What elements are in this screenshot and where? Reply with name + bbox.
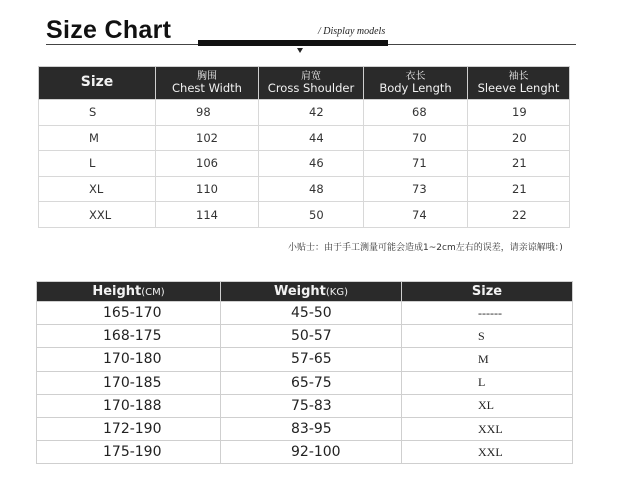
measurement-table [38,66,570,228]
table-cell: 175-190 [37,441,221,464]
table-row [37,325,573,348]
column-header-label: Weight [273,284,326,299]
column-header-zh: 胸围 [197,71,217,83]
table-cell: 98 [156,100,259,126]
table-row [37,417,573,440]
table-cell: 50 [259,202,364,228]
column-header-zh: 衣长 [405,71,426,83]
column-header-zh: 袖长 [508,71,529,83]
table-cell: 19 [468,100,570,126]
table-cell: 170-180 [37,348,221,371]
column-header [37,282,221,302]
height-weight-table [36,281,573,464]
subtitle: / Display models [318,26,386,37]
table-cell: 44 [259,125,364,151]
table-cell: 71 [364,151,468,177]
table-row [39,151,570,177]
table-row [37,371,573,394]
table-row [39,202,570,228]
table-cell: 68 [364,100,468,126]
measurement-table-header [39,67,570,100]
column-header-unit: (CM) [141,287,165,298]
table-cell: 45-50 [221,302,402,325]
table-cell: L [402,371,573,394]
table-cell: XXL [402,441,573,464]
column-header [364,67,468,100]
table-row [39,100,570,126]
table-cell: 42 [259,100,364,126]
page-title: Size Chart [46,16,172,44]
table-cell: 92-100 [221,441,402,464]
table-cell: 57-65 [221,348,402,371]
table-cell: XL [402,394,573,417]
table-cell: 114 [156,202,259,228]
height-weight-table-header [37,282,573,302]
table-row [37,394,573,417]
table-cell: 21 [468,176,570,202]
table-cell: 65-75 [221,371,402,394]
table-row [37,302,573,325]
table-cell: 46 [259,151,364,177]
table-cell: ------ [402,302,573,325]
height-weight-table-body [37,302,573,464]
table-row [39,176,570,202]
table-cell: 170-188 [37,394,221,417]
table-cell: M [402,348,573,371]
table-cell: S [402,325,573,348]
table-cell: 110 [156,176,259,202]
table-cell: 73 [364,176,468,202]
table-cell: 83-95 [221,417,402,440]
table-cell: 74 [364,202,468,228]
measurement-table-body [39,100,570,228]
table-row [39,125,570,151]
column-header-unit: (KG) [325,287,349,298]
table-cell: S [39,100,156,126]
triangle-marker-icon [297,48,303,53]
column-header [221,282,402,302]
column-header-en: Cross Shoulder [267,81,355,96]
column-header-label: Height [92,284,142,299]
table-cell: 22 [468,202,570,228]
table-cell: XXL [39,202,156,228]
column-header: Size [39,67,156,100]
table-row [37,348,573,371]
table-cell: 75-83 [221,394,402,417]
measurement-note: 小贴士：由于手工测量可能会造成1~2cm左右的误差，请亲谅解哦：) [288,243,563,253]
table-cell: 168-175 [37,325,221,348]
table-cell: 21 [468,151,570,177]
column-header [259,67,364,100]
column-header-label: Size [471,284,503,299]
column-header-en: Sleeve Lenght [477,81,560,96]
table-cell: 165-170 [37,302,221,325]
table-cell: L [39,151,156,177]
table-row [37,441,573,464]
column-header [468,67,570,100]
table-cell: 50-57 [221,325,402,348]
table-cell: 70 [364,125,468,151]
table-cell: 172-190 [37,417,221,440]
column-header-zh: 肩宽 [301,71,321,83]
table-cell: 20 [468,125,570,151]
column-header [156,67,259,100]
table-cell: 48 [259,176,364,202]
table-cell: 102 [156,125,259,151]
title-accent-bar [198,40,388,46]
column-header-en: Body Length [379,81,452,96]
table-cell: XXL [402,417,573,440]
column-header-en: Chest Width [172,81,242,96]
table-cell: XL [39,176,156,202]
column-header [402,282,573,302]
table-cell: M [39,125,156,151]
table-cell: 106 [156,151,259,177]
table-cell: 170-185 [37,371,221,394]
